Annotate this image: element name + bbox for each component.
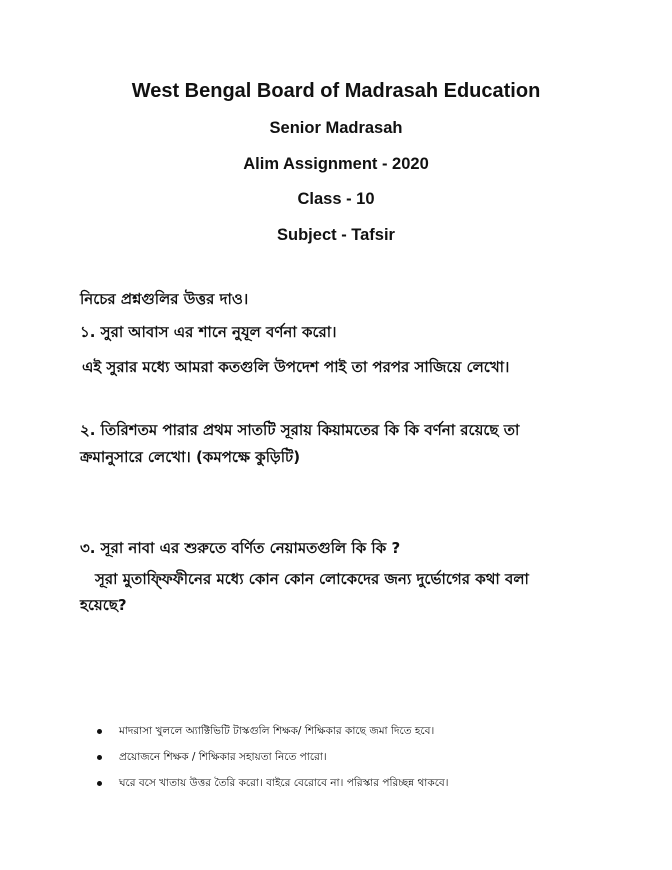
question-2-line-2: ক্রমানুসারে লেখো। (কমপক্ষে কুড়িটি): [80, 448, 301, 466]
class-heading: Class - 10: [297, 190, 375, 208]
note-item: [94, 770, 449, 796]
question-1-line-1: ১. সুরা আবাস এর শানে নুযূল বর্ণনা করো।: [80, 323, 337, 341]
note-item: [94, 718, 449, 744]
note-text: মাদরাসা খুললে অ্যাক্টিভিটি টাস্কগুলি শিক্ষক/ শিক্ষিকার কাছে জমা দিতে হবে।: [119, 725, 435, 737]
note-item: [94, 744, 449, 770]
note-text: প্রয়োজনে শিক্ষক / শিক্ষিকার সহায়তা নিতে পারো।: [119, 751, 327, 763]
subject-heading: Subject - Tafsir: [277, 226, 395, 244]
question-3-line-1: ৩. সূরা নাবা এর শুরুতে বর্ণিত নেয়ামতগুলি কি কি ?: [80, 539, 401, 557]
note-text: ঘরে বসে খাতায় উত্তর তৈরি করো। বাইরে বেরোবে না। পরিস্কার পরিচ্ছন্ন থাকবে।: [119, 777, 449, 789]
notes-list: [94, 718, 449, 796]
bullet-icon: [97, 781, 102, 786]
instruction-text: নিচের প্রশ্নগুলির উত্তর দাও।: [80, 290, 249, 308]
question-3-line-3: হয়েছে?: [80, 596, 127, 614]
bullet-icon: [97, 755, 102, 760]
question-1-line-2: এই সুরার মধ্যে আমরা কতগুলি উপদেশ পাই তা পরপর সাজিয়ে লেখো।: [82, 358, 510, 376]
question-3-line-2: সূরা মুতাফ্ফিফীনের মধ্যে কোন কোন লোকেদের জন্য দুর্ভোগের কথা বলা: [95, 570, 529, 588]
assignment-heading: Alim Assignment - 2020: [243, 155, 429, 173]
question-2-line-1: ২. তিরিশতম পারার প্রথম সাতটি সূরায় কিয়ামতের কি কি বর্ণনা রয়েছে তা: [80, 421, 520, 439]
bullet-icon: [97, 729, 102, 734]
board-title: West Bengal Board of Madrasah Education: [131, 80, 541, 102]
institution-heading: Senior Madrasah: [269, 119, 403, 137]
